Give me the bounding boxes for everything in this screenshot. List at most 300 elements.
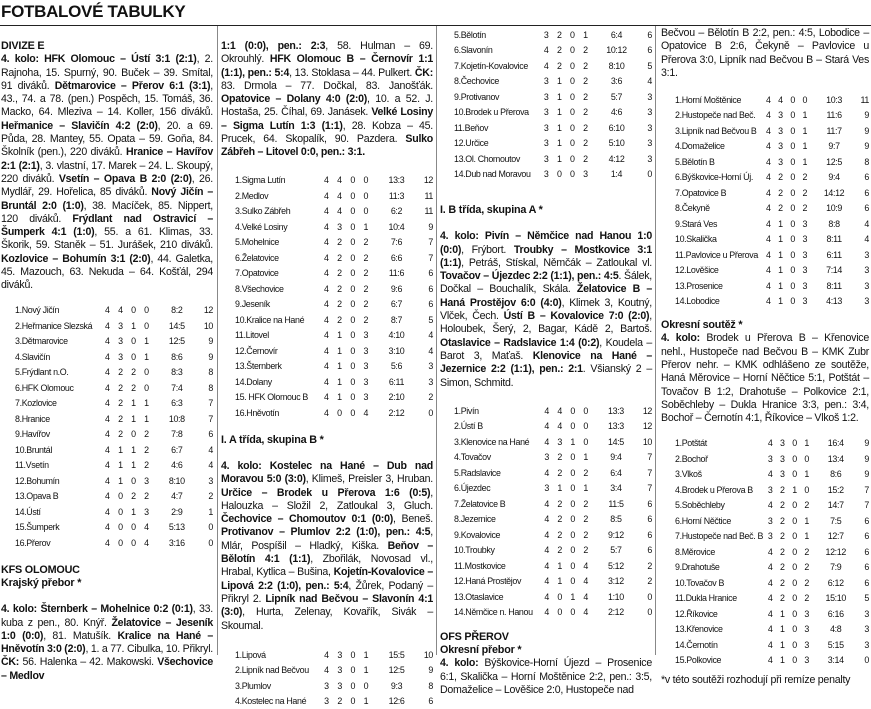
points: 3 xyxy=(864,296,869,307)
losses: 3 xyxy=(802,218,808,229)
team-name: 14.Dolany xyxy=(235,376,272,387)
table-row xyxy=(15,473,213,489)
table-row xyxy=(15,334,213,350)
wins: 4 xyxy=(337,175,342,186)
losses: 2 xyxy=(804,500,809,511)
played: 4 xyxy=(323,190,329,201)
played: 4 xyxy=(105,491,110,502)
team-name: 12.Určice xyxy=(454,138,489,149)
played: 4 xyxy=(765,94,771,105)
draws: 0 xyxy=(350,190,355,201)
losses: 1 xyxy=(802,156,808,167)
team-name: 10.Kralice na Hané xyxy=(235,314,305,325)
score: 4:6 xyxy=(171,460,183,471)
score: 6:12 xyxy=(827,577,844,588)
points: 6 xyxy=(647,29,652,40)
wins: 1 xyxy=(556,122,562,133)
wins: 3 xyxy=(778,110,783,121)
section-heading-ofs-prerov: OFS PŘEROV xyxy=(440,630,509,643)
played: 4 xyxy=(323,345,329,356)
points: 6 xyxy=(864,172,869,183)
score: 3:6 xyxy=(610,76,623,87)
table-row xyxy=(454,449,652,465)
team-name: 8.Čekyně xyxy=(675,203,710,214)
draws: 0 xyxy=(131,429,136,440)
score: 5:12 xyxy=(607,560,624,571)
wins: 1 xyxy=(778,265,783,276)
played: 4 xyxy=(105,444,110,455)
table-row xyxy=(235,678,433,694)
losses: 3 xyxy=(363,361,369,372)
table-row xyxy=(454,589,652,605)
wins: 0 xyxy=(556,169,562,180)
table-row xyxy=(675,232,869,248)
team-name: 14.Němčice n. Hanou xyxy=(454,607,533,618)
draws: 0 xyxy=(792,531,797,542)
team-name: 6.HFK Olomouc xyxy=(15,382,74,393)
score: 9:7 xyxy=(828,141,840,152)
losses: 0 xyxy=(144,320,149,331)
played: 4 xyxy=(767,546,773,557)
team-name: 6.Újezdec xyxy=(454,483,491,494)
team-name: 10.Skalička xyxy=(675,234,717,245)
score: 4:13 xyxy=(826,296,842,307)
match-result: 4. kolo: xyxy=(661,332,700,345)
match-detail: Bečvou – Bělotín B 2:2, pen.: 4:5, Lobodice – Opatovice B 2:6, Čekyně – Pavlovice u Přerova 3:0, Lipník nad Bečvou B – Stará Ves 3:1. xyxy=(661,27,869,79)
wins: 3 xyxy=(780,438,785,449)
team-name: 4.Brodek u Přerova B xyxy=(675,484,753,495)
score: 5:13 xyxy=(168,522,185,533)
wins: 1 xyxy=(337,376,342,387)
team-name: 7.Želatovice B xyxy=(454,498,506,509)
table-row xyxy=(454,511,652,527)
team-name: 11.Vsetín xyxy=(15,460,49,471)
wins: 3 xyxy=(778,156,783,167)
points: 9 xyxy=(864,453,869,464)
match-detail: , Frýbort. xyxy=(461,243,514,256)
team-name: 4.Kostelec na Hané xyxy=(235,696,307,707)
match-detail: , 38. Macíček, 85. Nippert, 120 diváků. xyxy=(1,199,213,225)
losses: 2 xyxy=(583,467,589,478)
team-name: 12.Říkovice xyxy=(675,608,718,619)
table-row xyxy=(454,527,652,543)
table-row xyxy=(235,266,433,282)
points: 12 xyxy=(642,421,652,432)
losses: 3 xyxy=(363,376,369,387)
losses: 2 xyxy=(804,562,809,573)
table-row xyxy=(15,396,213,412)
points: 7 xyxy=(208,413,213,424)
wins: 2 xyxy=(557,529,563,540)
table-row xyxy=(454,558,652,574)
points: 6 xyxy=(647,45,652,56)
draws: 0 xyxy=(350,392,355,403)
table-row xyxy=(454,418,652,434)
match-result: Vsetín – Opava B 2:0 (2:0) xyxy=(58,172,192,185)
score: 12:6 xyxy=(388,696,405,707)
team-name: 2.Lipník nad Bečvou xyxy=(235,665,309,676)
wins: 1 xyxy=(557,576,563,587)
score: 11:3 xyxy=(388,190,405,201)
played: 3 xyxy=(767,484,773,495)
score: 12:7 xyxy=(827,531,844,542)
played: 4 xyxy=(765,203,771,214)
match-result: Velké Losiny – Sigma Lutín 1:3 (1:1) xyxy=(221,106,433,132)
wins: 4 xyxy=(337,206,342,217)
played: 4 xyxy=(105,351,110,362)
team-name: 1.Pivín xyxy=(454,405,479,416)
wins: 2 xyxy=(337,252,342,263)
losses: 2 xyxy=(144,491,149,502)
losses: 2 xyxy=(363,299,369,310)
played: 3 xyxy=(544,452,550,463)
match-detail: 56. Halenka – 42. Makowski. xyxy=(19,656,158,669)
score: 9:12 xyxy=(607,529,624,540)
losses: 2 xyxy=(144,460,149,471)
match-result: Kojetín-Kovalovice – Lipová 2:2 (1:0), pen.: 5:4 xyxy=(221,566,433,592)
table-row xyxy=(675,622,869,638)
losses: 0 xyxy=(363,680,369,691)
losses: 1 xyxy=(363,221,369,232)
points: 11 xyxy=(424,206,433,217)
wins: 2 xyxy=(557,467,563,478)
table-row xyxy=(675,529,869,545)
table-row xyxy=(15,303,213,319)
wins: 1 xyxy=(778,249,783,260)
page-title: FOTBALOVÉ TABULKY xyxy=(1,2,186,21)
points: 3 xyxy=(864,624,869,635)
points: 9 xyxy=(864,110,869,121)
team-name: 14.Černotín xyxy=(675,639,718,650)
score: 15:10 xyxy=(825,593,846,604)
points: 4 xyxy=(208,444,213,455)
played: 4 xyxy=(544,591,550,602)
losses: 1 xyxy=(804,469,809,480)
match-detail: , Mlár, Pospíšil – Hladký, Kiška. xyxy=(221,526,433,552)
wins: 1 xyxy=(556,107,562,118)
team-name: 7.Opatovice B xyxy=(675,187,727,198)
table-row xyxy=(675,201,869,217)
played: 4 xyxy=(767,469,773,480)
team-name: 4.Slavičín xyxy=(15,351,50,362)
draws: 1 xyxy=(792,484,797,495)
team-name: 3.Sulko Zábřeh xyxy=(235,206,291,217)
draws: 1 xyxy=(131,506,136,517)
draws: 0 xyxy=(570,576,576,587)
draws: 0 xyxy=(131,336,136,347)
draws: 0 xyxy=(350,680,356,691)
points: 8 xyxy=(864,156,869,167)
match-report-krajsky-prebor-cont xyxy=(221,40,433,160)
played: 3 xyxy=(543,138,549,149)
match-detail: , 33. kuba z pen., 80. Knýř. xyxy=(1,603,213,629)
points: 9 xyxy=(864,438,869,449)
wins: 2 xyxy=(780,562,785,573)
score: 5:7 xyxy=(610,91,623,102)
team-name: 3.Lipník nad Bečvou B xyxy=(675,125,757,136)
played: 4 xyxy=(765,110,771,121)
draws: 0 xyxy=(350,345,355,356)
wins: 2 xyxy=(780,515,785,526)
points: 7 xyxy=(428,237,433,248)
wins: 3 xyxy=(337,649,342,660)
score: 10:8 xyxy=(168,413,185,424)
losses: 0 xyxy=(363,190,369,201)
team-name: 15.Polkovice xyxy=(675,655,722,666)
score: 13:4 xyxy=(827,453,844,464)
match-result: Klenovice na Hané – Jezernice 2:2 (1:1), pen.: 2:1 xyxy=(440,349,652,376)
played: 4 xyxy=(544,607,550,618)
points: 7 xyxy=(647,452,652,463)
score: 14:7 xyxy=(827,500,844,511)
match-detail: , 58. Hulman – 69. Okrouhlý. xyxy=(221,40,433,66)
draws: 2 xyxy=(131,382,136,393)
match-detail: , 55. a 61. Klimas, 33. Škorik, 59. Staněk – 51. Jurášek, 210 diváků. xyxy=(1,226,213,252)
score: 8:11 xyxy=(826,280,842,291)
wins: 1 xyxy=(118,475,123,486)
team-name: 9.Protivanov xyxy=(454,91,500,102)
draws: 0 xyxy=(790,203,795,214)
draws: 0 xyxy=(792,438,797,449)
team-name: 16.Přerov xyxy=(15,537,51,548)
table-row xyxy=(675,560,869,576)
losses: 3 xyxy=(363,330,369,341)
standings-table-okresni-soutez xyxy=(675,436,869,669)
table-row xyxy=(235,173,433,189)
wins: 0 xyxy=(557,607,563,618)
wins: 4 xyxy=(557,405,563,416)
wins: 4 xyxy=(118,305,123,316)
team-name: 15. HFK Olomouc B xyxy=(235,392,308,403)
score: 2:12 xyxy=(607,607,624,618)
points: 10 xyxy=(642,436,652,447)
losses: 1 xyxy=(363,665,369,676)
played: 4 xyxy=(765,172,771,183)
team-name: 13.Ol. Chomoutov xyxy=(454,153,520,164)
team-name: 7.Opatovice xyxy=(235,268,279,279)
losses: 2 xyxy=(363,268,369,279)
table-row xyxy=(15,365,213,381)
table-row xyxy=(15,349,213,365)
points: 6 xyxy=(428,268,433,279)
wins: 4 xyxy=(337,190,342,201)
match-result: 4. kolo: Pivín – Němčice nad Hanou 1:0 (0:0) xyxy=(440,230,652,256)
team-name: 10.Tovačov B xyxy=(675,577,725,588)
score: 6:3 xyxy=(171,398,183,409)
draws: 0 xyxy=(131,522,136,533)
match-result: Všechovice – Medlov xyxy=(1,656,213,682)
played: 4 xyxy=(765,156,771,167)
table-row xyxy=(15,411,213,427)
match-report-okresni-prebor-cont xyxy=(661,27,869,80)
losses: 0 xyxy=(583,405,589,416)
score: 6:2 xyxy=(390,206,403,217)
points: 0 xyxy=(864,655,869,666)
wins: 2 xyxy=(337,237,342,248)
team-name: 13.Šternberk xyxy=(235,361,282,372)
table-row xyxy=(454,434,652,450)
score: 7:14 xyxy=(826,265,842,276)
draws: 0 xyxy=(131,475,136,486)
table-row xyxy=(675,123,869,139)
played: 4 xyxy=(544,514,550,525)
draws: 0 xyxy=(570,529,576,540)
played: 4 xyxy=(105,429,110,440)
draws: 0 xyxy=(792,453,797,464)
table-row xyxy=(235,188,433,204)
table-row xyxy=(235,359,433,375)
losses: 2 xyxy=(583,514,589,525)
wins: 1 xyxy=(337,392,342,403)
losses: 1 xyxy=(144,351,149,362)
draws: 0 xyxy=(792,469,797,480)
draws: 2 xyxy=(131,491,136,502)
losses: 2 xyxy=(363,237,369,248)
wins: 2 xyxy=(778,187,783,198)
draws: 0 xyxy=(350,252,355,263)
team-name: 2.Heřmanice Slezská xyxy=(15,320,93,331)
match-result: Protivanov – Plumlov 2:2 (1:0), pen.: 4:5 xyxy=(221,526,431,539)
table-row xyxy=(675,467,869,483)
losses: 3 xyxy=(802,249,808,260)
team-name: 5.Radslavice xyxy=(454,467,501,478)
score: 6:4 xyxy=(610,29,623,40)
team-name: 11.Mostkovice xyxy=(454,560,506,571)
played: 3 xyxy=(324,696,329,707)
table-row xyxy=(675,544,869,560)
table-row xyxy=(675,185,869,201)
wins: 2 xyxy=(780,484,785,495)
score: 5:6 xyxy=(390,361,403,372)
score: 14:12 xyxy=(823,187,845,198)
score: 11:6 xyxy=(388,268,405,279)
losses: 3 xyxy=(583,169,588,180)
played: 4 xyxy=(767,593,773,604)
wins: 0 xyxy=(337,407,342,418)
score: 6:10 xyxy=(608,122,625,133)
section-heading-okresni-soutez: Okresní soutěž * xyxy=(661,319,743,332)
played: 3 xyxy=(767,531,773,542)
losses: 2 xyxy=(583,122,588,133)
losses: 4 xyxy=(363,407,369,418)
score: 12:5 xyxy=(826,156,842,167)
team-name: 9.Jeseník xyxy=(235,299,270,310)
match-result: HFK Olomouc B – Černovír 1:1 (1:1), pen.: 5:4 xyxy=(221,53,433,79)
wins: 3 xyxy=(778,125,783,136)
table-row xyxy=(675,294,869,310)
points: 4 xyxy=(647,76,652,87)
wins: 2 xyxy=(337,283,342,294)
draws: 0 xyxy=(570,29,575,40)
wins: 2 xyxy=(778,172,783,183)
losses: 4 xyxy=(583,607,589,618)
table-row xyxy=(15,504,213,520)
played: 4 xyxy=(765,234,771,245)
match-result: Frýdlant nad Ostravicí – Šumperk 4:1 (1:0) xyxy=(1,212,213,239)
score: 6:11 xyxy=(388,376,405,387)
points: 7 xyxy=(428,252,433,263)
draws: 0 xyxy=(792,562,797,573)
played: 4 xyxy=(323,314,329,325)
wins: 2 xyxy=(337,268,342,279)
points: 10 xyxy=(423,649,433,660)
team-name: 10.Troubky xyxy=(454,545,495,556)
wins: 3 xyxy=(780,469,785,480)
points: 3 xyxy=(864,265,869,276)
team-name: 2.Bochoř xyxy=(675,453,708,464)
losses: 1 xyxy=(802,141,808,152)
score: 7:9 xyxy=(830,562,842,573)
points: 3 xyxy=(428,361,433,372)
column-3 xyxy=(440,27,652,697)
draws: 0 xyxy=(570,76,575,87)
draws: 2 xyxy=(131,367,136,378)
played: 4 xyxy=(105,382,110,393)
match-detail: , Klimek 3, Koutný, Vlček, Čech. xyxy=(440,296,652,323)
played: 4 xyxy=(323,392,329,403)
wins: 2 xyxy=(337,696,342,707)
wins: 1 xyxy=(118,444,123,455)
table-row xyxy=(454,43,652,59)
points: 2 xyxy=(208,491,213,502)
draws: 0 xyxy=(790,187,795,198)
points: 7 xyxy=(647,467,652,478)
played: 4 xyxy=(767,608,773,619)
played: 3 xyxy=(767,453,773,464)
score: 8:3 xyxy=(171,367,183,378)
score: 3:12 xyxy=(607,576,624,587)
losses: 2 xyxy=(804,546,809,557)
losses: 2 xyxy=(144,444,149,455)
match-detail: , Zbořilák, Novosad vl., Hrabal, Kytlica – Bušina, xyxy=(221,553,433,579)
points: 0 xyxy=(208,522,213,533)
table-row xyxy=(454,480,652,496)
score: 5:10 xyxy=(608,138,625,149)
losses: 4 xyxy=(583,560,589,571)
table-row xyxy=(235,405,433,421)
draws: 0 xyxy=(792,608,797,619)
score: 6:7 xyxy=(390,299,403,310)
match-report-okresni-soutez xyxy=(661,332,869,425)
draws: 0 xyxy=(131,537,136,548)
wins: 1 xyxy=(556,76,562,87)
table-row xyxy=(675,482,869,498)
wins: 0 xyxy=(118,522,123,533)
wins: 1 xyxy=(337,330,342,341)
match-detail: , Žůrek, Podaný – Přikryl 2. xyxy=(221,579,433,605)
wins: 1 xyxy=(556,153,562,164)
match-result: Kozlovice – Bohumín 3:1 (2:0) xyxy=(1,252,151,265)
section-heading-ia-trida-b: I. A třída, skupina B * xyxy=(221,433,324,446)
losses: 1 xyxy=(583,29,588,40)
match-result: Sulko Zábřeh – Litovel 0:0, pen.: 3:1. xyxy=(221,133,433,159)
played: 4 xyxy=(544,498,550,509)
points: 12 xyxy=(642,405,652,416)
team-name: 13.Opava B xyxy=(15,491,59,502)
match-report-krajsky-prebor xyxy=(1,603,213,683)
match-detail: , 81. Matušík. xyxy=(43,629,118,642)
points: 1 xyxy=(208,506,213,517)
points: 6 xyxy=(864,187,869,198)
draws: 0 xyxy=(350,649,356,660)
points: 6 xyxy=(647,514,652,525)
team-name: 7.Hustopeče nad Beč. B xyxy=(675,531,764,542)
played: 4 xyxy=(323,252,329,263)
table-row xyxy=(235,693,433,709)
match-detail: , 20. a 69. Půda, 28. Mantey, 55. Opata – 59. Goňa, 84. Školník (pen.), 220 diváků. xyxy=(1,119,213,159)
played: 4 xyxy=(765,249,771,260)
column-4 xyxy=(661,27,869,687)
